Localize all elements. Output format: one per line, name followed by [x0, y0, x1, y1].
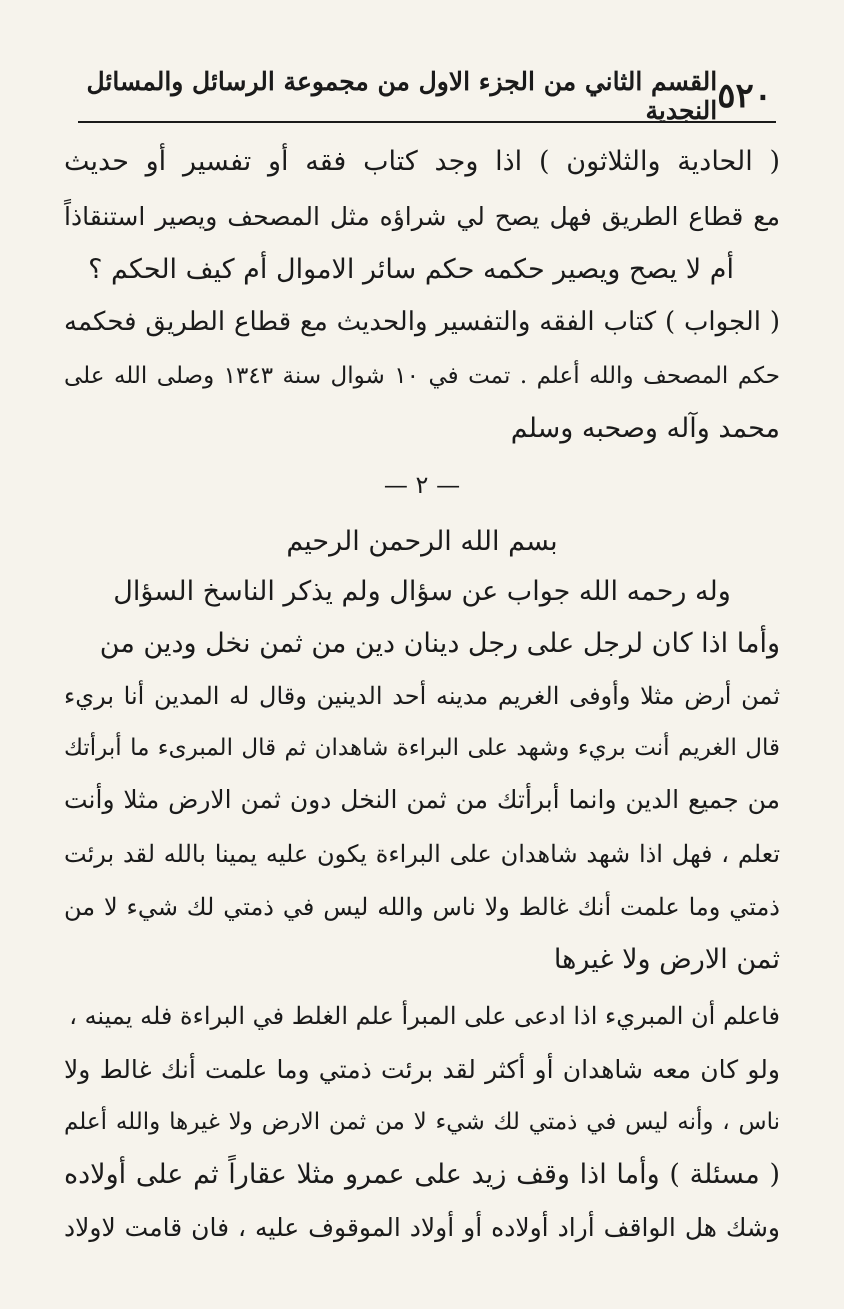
text-line: مع قطاع الطريق فهل يصح لي شراؤه مثل المصحف ويصير استنقاذاً	[64, 202, 780, 231]
basmala: بسم الله الرحمن الرحيم	[286, 526, 558, 557]
header-rule	[78, 121, 776, 123]
page-header	[82, 67, 772, 125]
section-intro: وله رحمه الله جواب عن سؤال ولم يذكر الناسخ السؤال	[113, 576, 731, 607]
text-line: ناس ، وأنه ليس في ذمتي لك شيء لا من ثمن الارض ولا غيرها والله أعلم	[64, 1109, 780, 1135]
text-line: ثمن أرض مثلا وأوفى الغريم مدينه أحد الدينين وقال له المدين أنا بريء	[64, 682, 780, 710]
text-line: حكم المصحف والله أعلم . تمت في ١٠ شوال سنة ١٣٤٣ وصلى الله على	[64, 363, 780, 389]
text-line: ولو كان معه شاهدان أو أكثر لقد برئت ذمتي وما علمت أنك غالط ولا	[64, 1055, 780, 1084]
text-line: ( الحادية والثلاثون ) اذا وجد كتاب فقه أو تفسير أو حديث	[64, 146, 780, 177]
text-line: قال الغريم أنت بريء وشهد على البراءة شاهدان ثم قال المبرىء ما أبرأتك	[64, 735, 780, 761]
section-separator: — ٢ —	[383, 471, 461, 499]
text-line: ( الجواب ) كتاب الفقه والتفسير والحديث مع قطاع الطريق فحكمه	[64, 307, 780, 337]
text-line: محمد وآله وصحبه وسلم	[510, 413, 780, 444]
text-line: ( مسئلة ) وأما اذا وقف زيد على عمرو مثلا عقاراً ثم على أولاده	[64, 1159, 780, 1190]
running-title: القسم الثاني من الجزء الاول من مجموعة الرسائل والمسائل النجدية	[86, 67, 718, 125]
text-line: أم لا يصح ويصير حكمه حكم سائر الاموال أم كيف الحكم ؟	[88, 254, 734, 285]
text-line: وأما اذا كان لرجل على رجل دينان دين من ثمن نخل ودين من	[99, 628, 780, 659]
text-line: من جميع الدين وانما أبرأتك من ثمن النخل دون ثمن الارض مثلا وأنت	[64, 785, 780, 814]
page-number: ٥٢٠	[717, 76, 772, 116]
text-line: تعلم ، فهل اذا شهد شاهدان على البراءة يكون عليه يمينا بالله لقد برئت	[64, 840, 780, 868]
text-line: ثمن الارض ولا غيرها	[553, 944, 780, 975]
text-line: ذمتي وما علمت أنك غالط ولا ناس والله ليس في ذمتي لك شيء لا من	[64, 893, 780, 921]
text-line: وشك هل الواقف أراد أولاده أو أولاد الموقوف عليه ، فان قامت لاولاد	[64, 1213, 780, 1242]
text-line: فاعلم أن المبريء اذا ادعى على المبرأ علم الغلط في البراءة فله يمينه ،	[69, 1002, 780, 1030]
